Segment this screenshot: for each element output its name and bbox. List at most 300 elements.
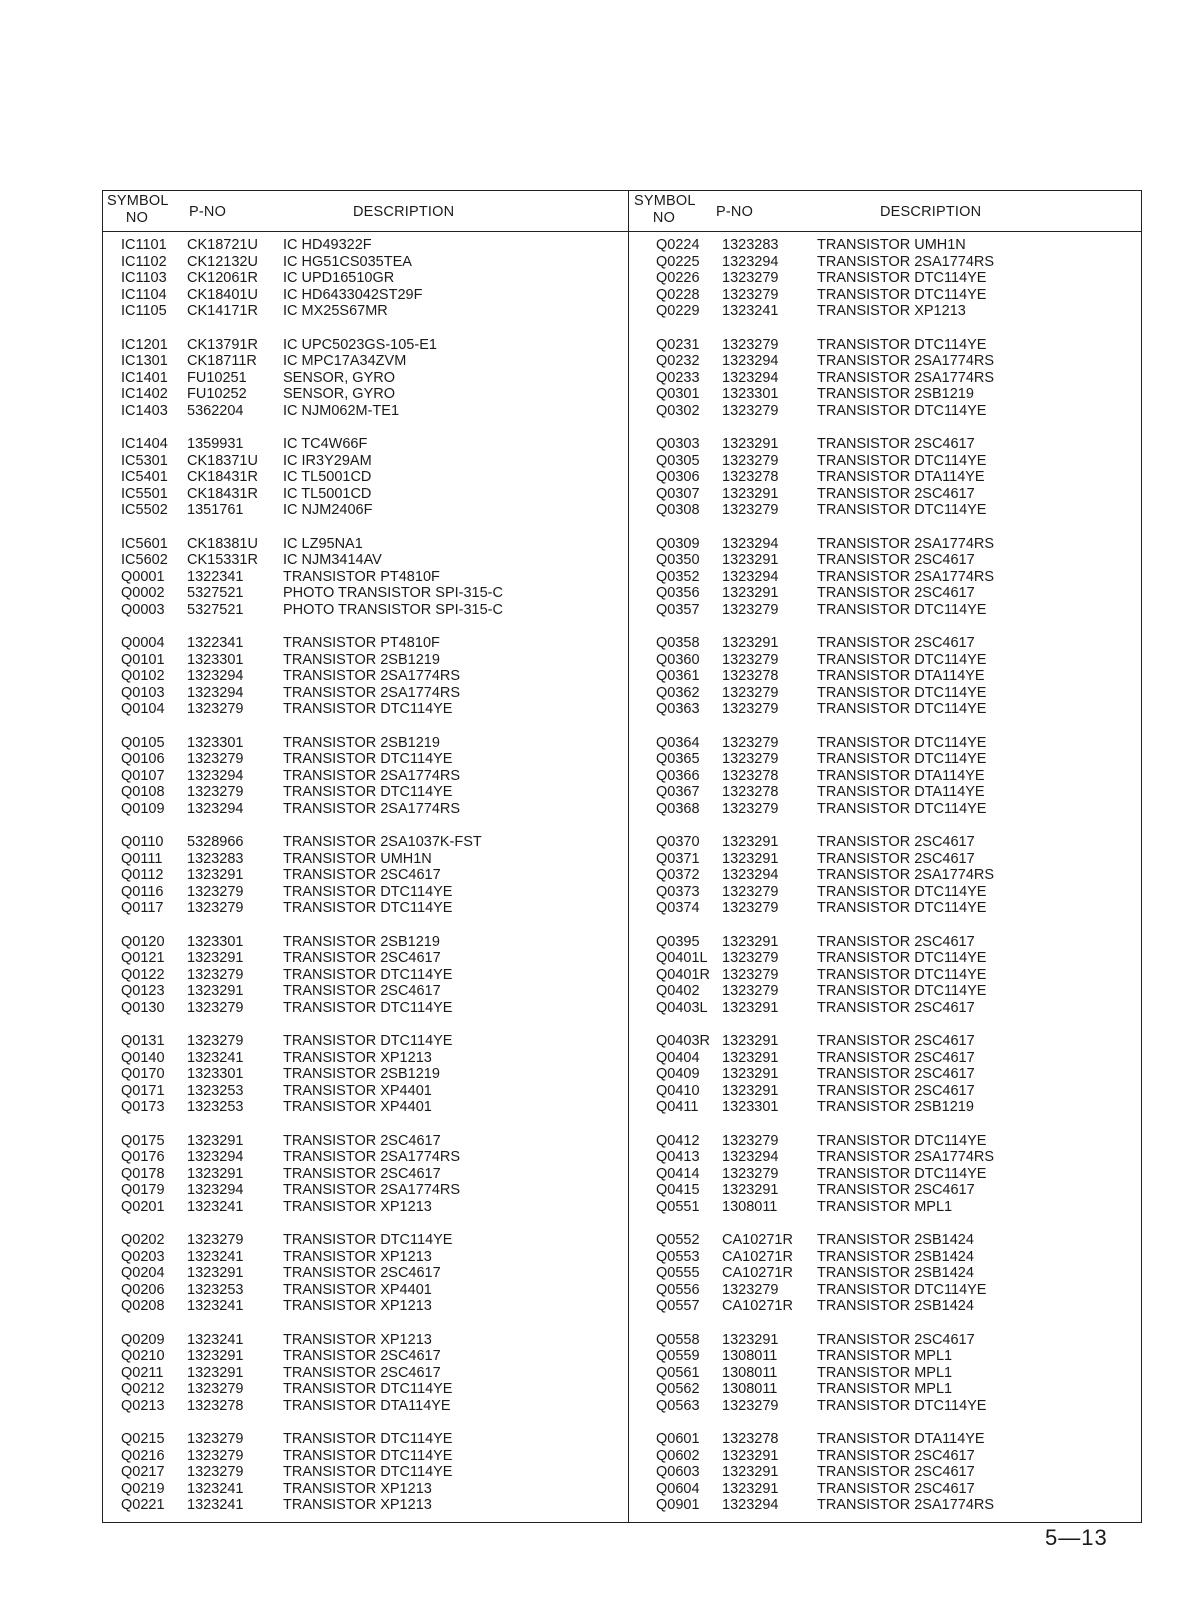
description-cell: TRANSISTOR XP4401 xyxy=(283,1281,432,1298)
part-number-cell: 1308011 xyxy=(722,1198,778,1215)
part-number-cell: 1308011 xyxy=(722,1364,778,1381)
part-number-cell: CA10271R xyxy=(722,1232,793,1248)
symbol-no-cell: Q0367 xyxy=(656,784,700,800)
description-cell: TRANSISTOR 2SC4617 xyxy=(817,933,975,950)
part-number-cell: 1323279 xyxy=(187,1431,244,1447)
part-number-cell: 1323279 xyxy=(722,883,779,900)
symbol-no-cell: IC1401 xyxy=(121,369,168,386)
description-cell: TRANSISTOR DTC114YE xyxy=(283,999,453,1016)
part-number-cell: 1323279 xyxy=(722,701,779,717)
part-number-cell: 1323278 xyxy=(187,1397,244,1414)
part-number-cell: 1323279 xyxy=(187,1033,244,1049)
table-row xyxy=(103,751,623,768)
part-number-cell: 1323279 xyxy=(187,1381,244,1397)
description-cell: TRANSISTOR 2SB1219 xyxy=(283,933,440,950)
part-number-cell: CA10271R xyxy=(722,1248,793,1265)
description-cell: TRANSISTOR DTC114YE xyxy=(283,1464,453,1480)
description-cell: TRANSISTOR DTC114YE xyxy=(283,784,453,800)
table-row xyxy=(630,602,1150,619)
table-row xyxy=(103,652,623,669)
description-cell: TRANSISTOR 2SA1774RS xyxy=(817,369,995,386)
symbol-no-cell: Q0123 xyxy=(121,983,165,999)
table-row xyxy=(630,701,1150,718)
table-row xyxy=(103,801,623,818)
symbol-no-cell: Q0213 xyxy=(121,1397,165,1414)
symbol-no-cell: Q0116 xyxy=(121,883,164,900)
symbol-no-cell: Q0555 xyxy=(656,1265,700,1281)
description-cell: TRANSISTOR UMH1N xyxy=(817,237,966,253)
part-number-cell: 1323241 xyxy=(187,1248,244,1265)
symbol-no-cell: Q0106 xyxy=(121,751,165,767)
table-row xyxy=(103,934,623,951)
part-number-cell: 1323301 xyxy=(187,933,244,950)
description-cell: TRANSISTOR 2SC4617 xyxy=(283,1132,441,1149)
table-row xyxy=(103,436,623,453)
description-cell: TRANSISTOR DTA114YE xyxy=(817,1431,985,1447)
description-cell: IC HG51CS035TEA xyxy=(283,253,412,270)
table-row xyxy=(103,237,623,254)
description-cell: SENSOR, GYRO xyxy=(283,386,395,402)
description-cell: TRANSISTOR DTC114YE xyxy=(817,1281,987,1298)
part-number-cell: 1308011 xyxy=(722,1381,778,1397)
part-number-cell: CA10271R xyxy=(722,1265,793,1281)
table-row xyxy=(630,1232,1150,1249)
description-cell: TRANSISTOR DTC114YE xyxy=(817,502,987,518)
table-row xyxy=(630,1033,1150,1050)
part-number-cell: 1323291 xyxy=(722,1447,779,1464)
header-symbol-line1: SYMBOL xyxy=(107,193,169,209)
symbol-no-cell: Q0003 xyxy=(121,601,165,618)
description-cell: TRANSISTOR PT4810F xyxy=(283,635,440,651)
symbol-no-cell: Q0131 xyxy=(121,1033,165,1049)
symbol-no-cell: IC1403 xyxy=(121,402,168,419)
header-symbol-line2: NO xyxy=(125,210,149,226)
part-number-cell: CK18431R xyxy=(187,485,258,502)
symbol-no-cell: Q0112 xyxy=(121,867,164,883)
description-cell: SENSOR, GYRO xyxy=(283,369,395,386)
table-row xyxy=(630,1149,1150,1166)
table-row xyxy=(103,502,623,519)
table-row xyxy=(103,1332,623,1349)
symbol-no-cell: Q0561 xyxy=(656,1364,700,1381)
symbol-no-cell: Q0404 xyxy=(656,1049,700,1066)
table-row xyxy=(630,536,1150,553)
symbol-no-cell: Q0103 xyxy=(121,684,165,701)
table-row xyxy=(103,254,623,271)
table-row xyxy=(630,303,1150,320)
symbol-no-cell: Q0412 xyxy=(656,1132,700,1149)
description-cell: TRANSISTOR XP1213 xyxy=(283,1248,432,1265)
symbol-no-cell: Q0215 xyxy=(121,1431,165,1447)
symbol-no-cell: Q0173 xyxy=(121,1099,165,1115)
part-number-cell: CK14171R xyxy=(187,303,258,319)
description-cell: IC NJM2406F xyxy=(283,502,373,518)
description-cell: TRANSISTOR 2SC4617 xyxy=(283,1265,441,1281)
symbol-no-cell: Q0305 xyxy=(656,452,700,469)
description-cell: TRANSISTOR 2SA1774RS xyxy=(283,1182,461,1198)
symbol-no-cell: Q0356 xyxy=(656,585,700,601)
description-cell: TRANSISTOR 2SA1774RS xyxy=(817,867,995,883)
symbol-no-cell: Q0209 xyxy=(121,1331,165,1348)
part-number-cell: 1323278 xyxy=(722,1431,779,1447)
row-group xyxy=(103,1431,623,1514)
symbol-no-cell: Q0366 xyxy=(656,767,700,784)
symbol-no-cell: Q0140 xyxy=(121,1049,165,1066)
part-number-cell: 1323279 xyxy=(722,601,779,618)
description-cell: TRANSISTOR 2SA1774RS xyxy=(817,353,995,369)
symbol-no-cell: Q0403R xyxy=(656,1033,711,1049)
symbol-no-cell: Q0179 xyxy=(121,1182,165,1198)
part-number-cell: 1323253 xyxy=(187,1099,244,1115)
symbol-no-cell: Q0232 xyxy=(656,353,700,369)
symbol-no-cell: Q0004 xyxy=(121,635,165,651)
table-row xyxy=(103,403,623,420)
table-row xyxy=(630,403,1150,420)
part-number-cell: 1323294 xyxy=(722,568,779,585)
part-number-cell: 1323279 xyxy=(187,701,244,717)
description-cell: TRANSISTOR 2SC4617 xyxy=(817,585,975,601)
symbol-no-cell: Q0901 xyxy=(656,1497,700,1513)
table-row xyxy=(630,867,1150,884)
symbol-no-cell: IC1102 xyxy=(121,253,167,270)
description-cell: TRANSISTOR XP4401 xyxy=(283,1099,432,1115)
symbol-no-cell: Q0120 xyxy=(121,933,165,950)
part-number-cell: 1323291 xyxy=(722,485,779,502)
description-cell: IC MX25S67MR xyxy=(283,303,388,319)
part-number-cell: 1323279 xyxy=(187,1232,244,1248)
part-number-cell: 1323279 xyxy=(722,1397,779,1414)
symbol-no-cell: Q0415 xyxy=(656,1182,700,1198)
description-cell: TRANSISTOR MPL1 xyxy=(817,1198,953,1215)
symbol-no-cell: Q0371 xyxy=(656,850,700,867)
row-group xyxy=(630,536,1150,619)
symbol-no-cell: Q0401R xyxy=(656,966,711,983)
description-cell: TRANSISTOR DTA114YE xyxy=(817,767,985,784)
description-cell: TRANSISTOR 2SB1219 xyxy=(817,1099,974,1115)
symbol-no-cell: Q0410 xyxy=(656,1082,700,1099)
symbol-no-cell: IC1404 xyxy=(121,436,168,452)
table-row xyxy=(103,370,623,387)
table-row xyxy=(103,1133,623,1150)
table-row xyxy=(103,735,623,752)
table-row xyxy=(630,1199,1150,1216)
left-header xyxy=(103,191,623,231)
part-number-cell: 1323294 xyxy=(187,1149,244,1165)
part-number-cell: FU10251 xyxy=(187,369,247,386)
description-cell: TRANSISTOR 2SA1774RS xyxy=(817,535,995,552)
part-number-cell: 1323278 xyxy=(722,767,779,784)
table-row xyxy=(630,1431,1150,1448)
symbol-no-cell: Q0360 xyxy=(656,651,700,668)
row-group xyxy=(630,834,1150,917)
table-row xyxy=(103,1249,623,1266)
header-pno: P-NO xyxy=(716,204,754,220)
symbol-no-cell: Q0102 xyxy=(121,668,165,684)
table-row xyxy=(103,1365,623,1382)
row-group xyxy=(103,1332,623,1415)
description-cell: TRANSISTOR DTC114YE xyxy=(283,1232,453,1248)
description-cell: TRANSISTOR 2SC4617 xyxy=(817,1447,975,1464)
table-row xyxy=(630,884,1150,901)
symbol-no-cell: Q0603 xyxy=(656,1464,700,1480)
parts-list-table xyxy=(102,190,1142,1523)
description-cell: TRANSISTOR 2SB1424 xyxy=(817,1298,974,1314)
description-cell: TRANSISTOR DTA114YE xyxy=(817,668,985,684)
table-row xyxy=(630,1083,1150,1100)
row-group xyxy=(630,1431,1150,1514)
symbol-no-cell: Q0601 xyxy=(656,1431,700,1447)
description-cell: TRANSISTOR DTC114YE xyxy=(817,402,987,419)
table-row xyxy=(103,552,623,569)
row-group xyxy=(630,1033,1150,1116)
table-row xyxy=(103,983,623,1000)
table-row xyxy=(630,1133,1150,1150)
symbol-no-cell: Q0111 xyxy=(121,850,163,867)
table-row xyxy=(103,1099,623,1116)
symbol-no-cell: Q0551 xyxy=(656,1198,700,1215)
symbol-no-cell: Q0201 xyxy=(121,1198,165,1215)
part-number-cell: CK18381U xyxy=(187,535,258,552)
part-number-cell: 1323291 xyxy=(722,1480,779,1497)
table-row xyxy=(103,1232,623,1249)
table-row xyxy=(630,1448,1150,1465)
table-row xyxy=(630,1182,1150,1199)
part-number-cell: 1323294 xyxy=(722,353,779,369)
symbol-no-cell: Q0109 xyxy=(121,800,165,817)
part-number-cell: 1323279 xyxy=(187,900,244,916)
description-cell: TRANSISTOR 2SC4617 xyxy=(817,1480,975,1497)
symbol-no-cell: IC5401 xyxy=(121,469,168,485)
part-number-cell: 1323241 xyxy=(187,1497,244,1513)
symbol-no-cell: Q0210 xyxy=(121,1348,165,1364)
symbol-no-cell: Q0229 xyxy=(656,303,700,319)
symbol-no-cell: Q0602 xyxy=(656,1447,700,1464)
symbol-no-cell: Q0363 xyxy=(656,701,700,717)
table-row xyxy=(630,237,1150,254)
part-number-cell: CK12132U xyxy=(187,253,258,270)
description-cell: IC UPD16510GR xyxy=(283,270,395,286)
part-number-cell: 1323291 xyxy=(187,867,244,883)
symbol-no-cell: Q0558 xyxy=(656,1331,700,1348)
part-number-cell: 1322341 xyxy=(187,635,244,651)
table-row xyxy=(103,967,623,984)
table-row xyxy=(103,1298,623,1315)
part-number-cell: 1323294 xyxy=(722,1497,779,1513)
row-group xyxy=(103,1133,623,1216)
part-number-cell: 1323279 xyxy=(187,966,244,983)
symbol-no-cell: Q0221 xyxy=(121,1497,165,1513)
description-cell: TRANSISTOR DTC114YE xyxy=(817,1165,987,1182)
symbol-no-cell: Q0178 xyxy=(121,1165,165,1182)
part-number-cell: CK18371U xyxy=(187,452,258,469)
table-row xyxy=(103,1497,623,1514)
symbol-no-cell: Q0556 xyxy=(656,1281,700,1298)
description-cell: TRANSISTOR 2SC4617 xyxy=(817,1049,975,1066)
part-number-cell: 1323241 xyxy=(187,1049,244,1066)
symbol-no-cell: Q0211 xyxy=(121,1364,164,1381)
part-number-cell: 5328966 xyxy=(187,834,244,850)
part-number-cell: CK18401U xyxy=(187,286,258,303)
part-number-cell: 1323241 xyxy=(187,1480,244,1497)
part-number-cell: CK18431R xyxy=(187,469,258,485)
table-row xyxy=(103,784,623,801)
table-row xyxy=(630,635,1150,652)
part-number-cell: 1323279 xyxy=(722,1281,779,1298)
table-row xyxy=(103,536,623,553)
table-row xyxy=(103,585,623,602)
description-cell: TRANSISTOR DTC114YE xyxy=(283,966,453,983)
symbol-no-cell: Q0403L xyxy=(656,999,708,1016)
part-number-cell: 5327521 xyxy=(187,601,244,618)
description-cell: TRANSISTOR MPL1 xyxy=(817,1364,953,1381)
table-row xyxy=(630,1000,1150,1017)
symbol-no-cell: Q0175 xyxy=(121,1132,165,1149)
description-cell: TRANSISTOR DTC114YE xyxy=(817,966,987,983)
description-cell: TRANSISTOR 2SA1774RS xyxy=(817,1149,995,1165)
table-row xyxy=(630,486,1150,503)
table-row xyxy=(630,1497,1150,1514)
part-number-cell: 1323278 xyxy=(722,469,779,485)
description-cell: TRANSISTOR UMH1N xyxy=(283,850,432,867)
table-row xyxy=(103,768,623,785)
row-group xyxy=(630,635,1150,718)
table-row xyxy=(630,1050,1150,1067)
table-row xyxy=(630,1481,1150,1498)
right-rows xyxy=(630,231,1150,1514)
part-number-cell: 1323294 xyxy=(187,800,244,817)
symbol-no-cell: Q0373 xyxy=(656,883,700,900)
description-cell: TRANSISTOR 2SC4617 xyxy=(817,552,975,568)
description-cell: TRANSISTOR XP1213 xyxy=(283,1298,432,1314)
symbol-no-cell: Q0411 xyxy=(656,1099,699,1115)
part-number-cell: 1323291 xyxy=(187,1132,244,1149)
part-number-cell: 1323294 xyxy=(722,867,779,883)
part-number-cell: 1323291 xyxy=(722,999,779,1016)
description-cell: IC TC4W66F xyxy=(283,436,368,452)
part-number-cell: 1323279 xyxy=(722,983,779,999)
symbol-no-cell: Q0225 xyxy=(656,253,700,270)
description-cell: TRANSISTOR DTC114YE xyxy=(817,1397,987,1414)
row-group xyxy=(103,1232,623,1315)
symbol-no-cell: IC5501 xyxy=(121,485,168,502)
table-row xyxy=(630,668,1150,685)
description-cell: TRANSISTOR 2SC4617 xyxy=(283,1348,441,1364)
table-row xyxy=(103,668,623,685)
table-row xyxy=(630,801,1150,818)
description-cell: TRANSISTOR DTC114YE xyxy=(283,883,453,900)
part-number-cell: 1323291 xyxy=(187,950,244,966)
description-cell: TRANSISTOR XP1213 xyxy=(283,1198,432,1215)
header-symbol-line1: SYMBOL xyxy=(634,193,696,209)
table-row xyxy=(103,1282,623,1299)
symbol-no-cell: Q0401L xyxy=(656,950,708,966)
table-row xyxy=(630,1464,1150,1481)
symbol-no-cell: Q0206 xyxy=(121,1281,165,1298)
symbol-no-cell: Q0208 xyxy=(121,1298,165,1314)
description-cell: IC HD49322F xyxy=(283,237,372,253)
description-cell: TRANSISTOR DTC114YE xyxy=(817,800,987,817)
description-cell: TRANSISTOR 2SC4617 xyxy=(817,999,975,1016)
symbol-no-cell: Q0357 xyxy=(656,601,700,618)
part-number-cell: CK18721U xyxy=(187,237,258,253)
part-number-cell: 1323283 xyxy=(722,237,779,253)
part-number-cell: 1323294 xyxy=(187,767,244,784)
description-cell: IC HD6433042ST29F xyxy=(283,286,423,303)
right-header xyxy=(630,191,1150,231)
symbol-no-cell: Q0559 xyxy=(656,1348,700,1364)
symbol-no-cell: Q0309 xyxy=(656,535,700,552)
table-row xyxy=(103,353,623,370)
part-number-cell: 1323279 xyxy=(722,800,779,817)
row-group xyxy=(103,536,623,619)
description-cell: TRANSISTOR MPL1 xyxy=(817,1381,953,1397)
symbol-no-cell: Q0301 xyxy=(656,386,700,402)
symbol-no-cell: IC1101 xyxy=(121,237,167,253)
description-cell: TRANSISTOR 2SC4617 xyxy=(283,1165,441,1182)
part-number-cell: 1323279 xyxy=(187,1464,244,1480)
symbol-no-cell: Q0374 xyxy=(656,900,700,916)
description-cell: TRANSISTOR DTC114YE xyxy=(283,1447,453,1464)
symbol-no-cell: Q0307 xyxy=(656,485,700,502)
symbol-no-cell: Q0228 xyxy=(656,286,700,303)
symbol-no-cell: Q0352 xyxy=(656,568,700,585)
table-row xyxy=(630,1332,1150,1349)
table-row xyxy=(103,270,623,287)
description-cell: TRANSISTOR DTC114YE xyxy=(817,734,987,751)
part-number-cell: 1323253 xyxy=(187,1082,244,1099)
row-group xyxy=(103,735,623,818)
description-cell: IC MPC17A34ZVM xyxy=(283,353,407,369)
row-group xyxy=(103,1033,623,1116)
table-row xyxy=(630,552,1150,569)
right-column xyxy=(630,191,1150,1531)
symbol-no-cell: Q0204 xyxy=(121,1265,165,1281)
description-cell: TRANSISTOR DTC114YE xyxy=(817,983,987,999)
description-cell: TRANSISTOR 2SB1219 xyxy=(283,734,440,751)
description-cell: TRANSISTOR DTC114YE xyxy=(817,1132,987,1149)
symbol-no-cell: IC1201 xyxy=(121,336,168,353)
row-group xyxy=(103,436,623,519)
symbol-no-cell: Q0395 xyxy=(656,933,700,950)
table-row xyxy=(630,983,1150,1000)
part-number-cell: 1323279 xyxy=(187,751,244,767)
part-number-cell: 1323241 xyxy=(187,1198,244,1215)
table-row xyxy=(630,751,1150,768)
part-number-cell: 1323279 xyxy=(722,402,779,419)
part-number-cell: 1323279 xyxy=(722,502,779,518)
header-description: DESCRIPTION xyxy=(353,204,455,220)
description-cell: TRANSISTOR DTC114YE xyxy=(817,601,987,618)
symbol-no-cell: Q0171 xyxy=(121,1082,165,1099)
table-row xyxy=(630,1398,1150,1415)
description-cell: TRANSISTOR XP1213 xyxy=(817,303,966,319)
part-number-cell: 1323279 xyxy=(722,950,779,966)
description-cell: TRANSISTOR 2SC4617 xyxy=(817,1082,975,1099)
part-number-cell: 1323291 xyxy=(187,1348,244,1364)
table-row xyxy=(103,287,623,304)
table-row xyxy=(630,950,1150,967)
part-number-cell: 1323294 xyxy=(722,535,779,552)
table-row xyxy=(103,867,623,884)
header-pno: P-NO xyxy=(189,204,227,220)
table-row xyxy=(103,834,623,851)
table-row xyxy=(630,768,1150,785)
table-row xyxy=(103,635,623,652)
symbol-no-cell: IC5301 xyxy=(121,452,168,469)
part-number-cell: 1323279 xyxy=(722,684,779,701)
description-cell: IC UPC5023GS-105-E1 xyxy=(283,336,437,353)
left-rows xyxy=(103,231,623,1514)
